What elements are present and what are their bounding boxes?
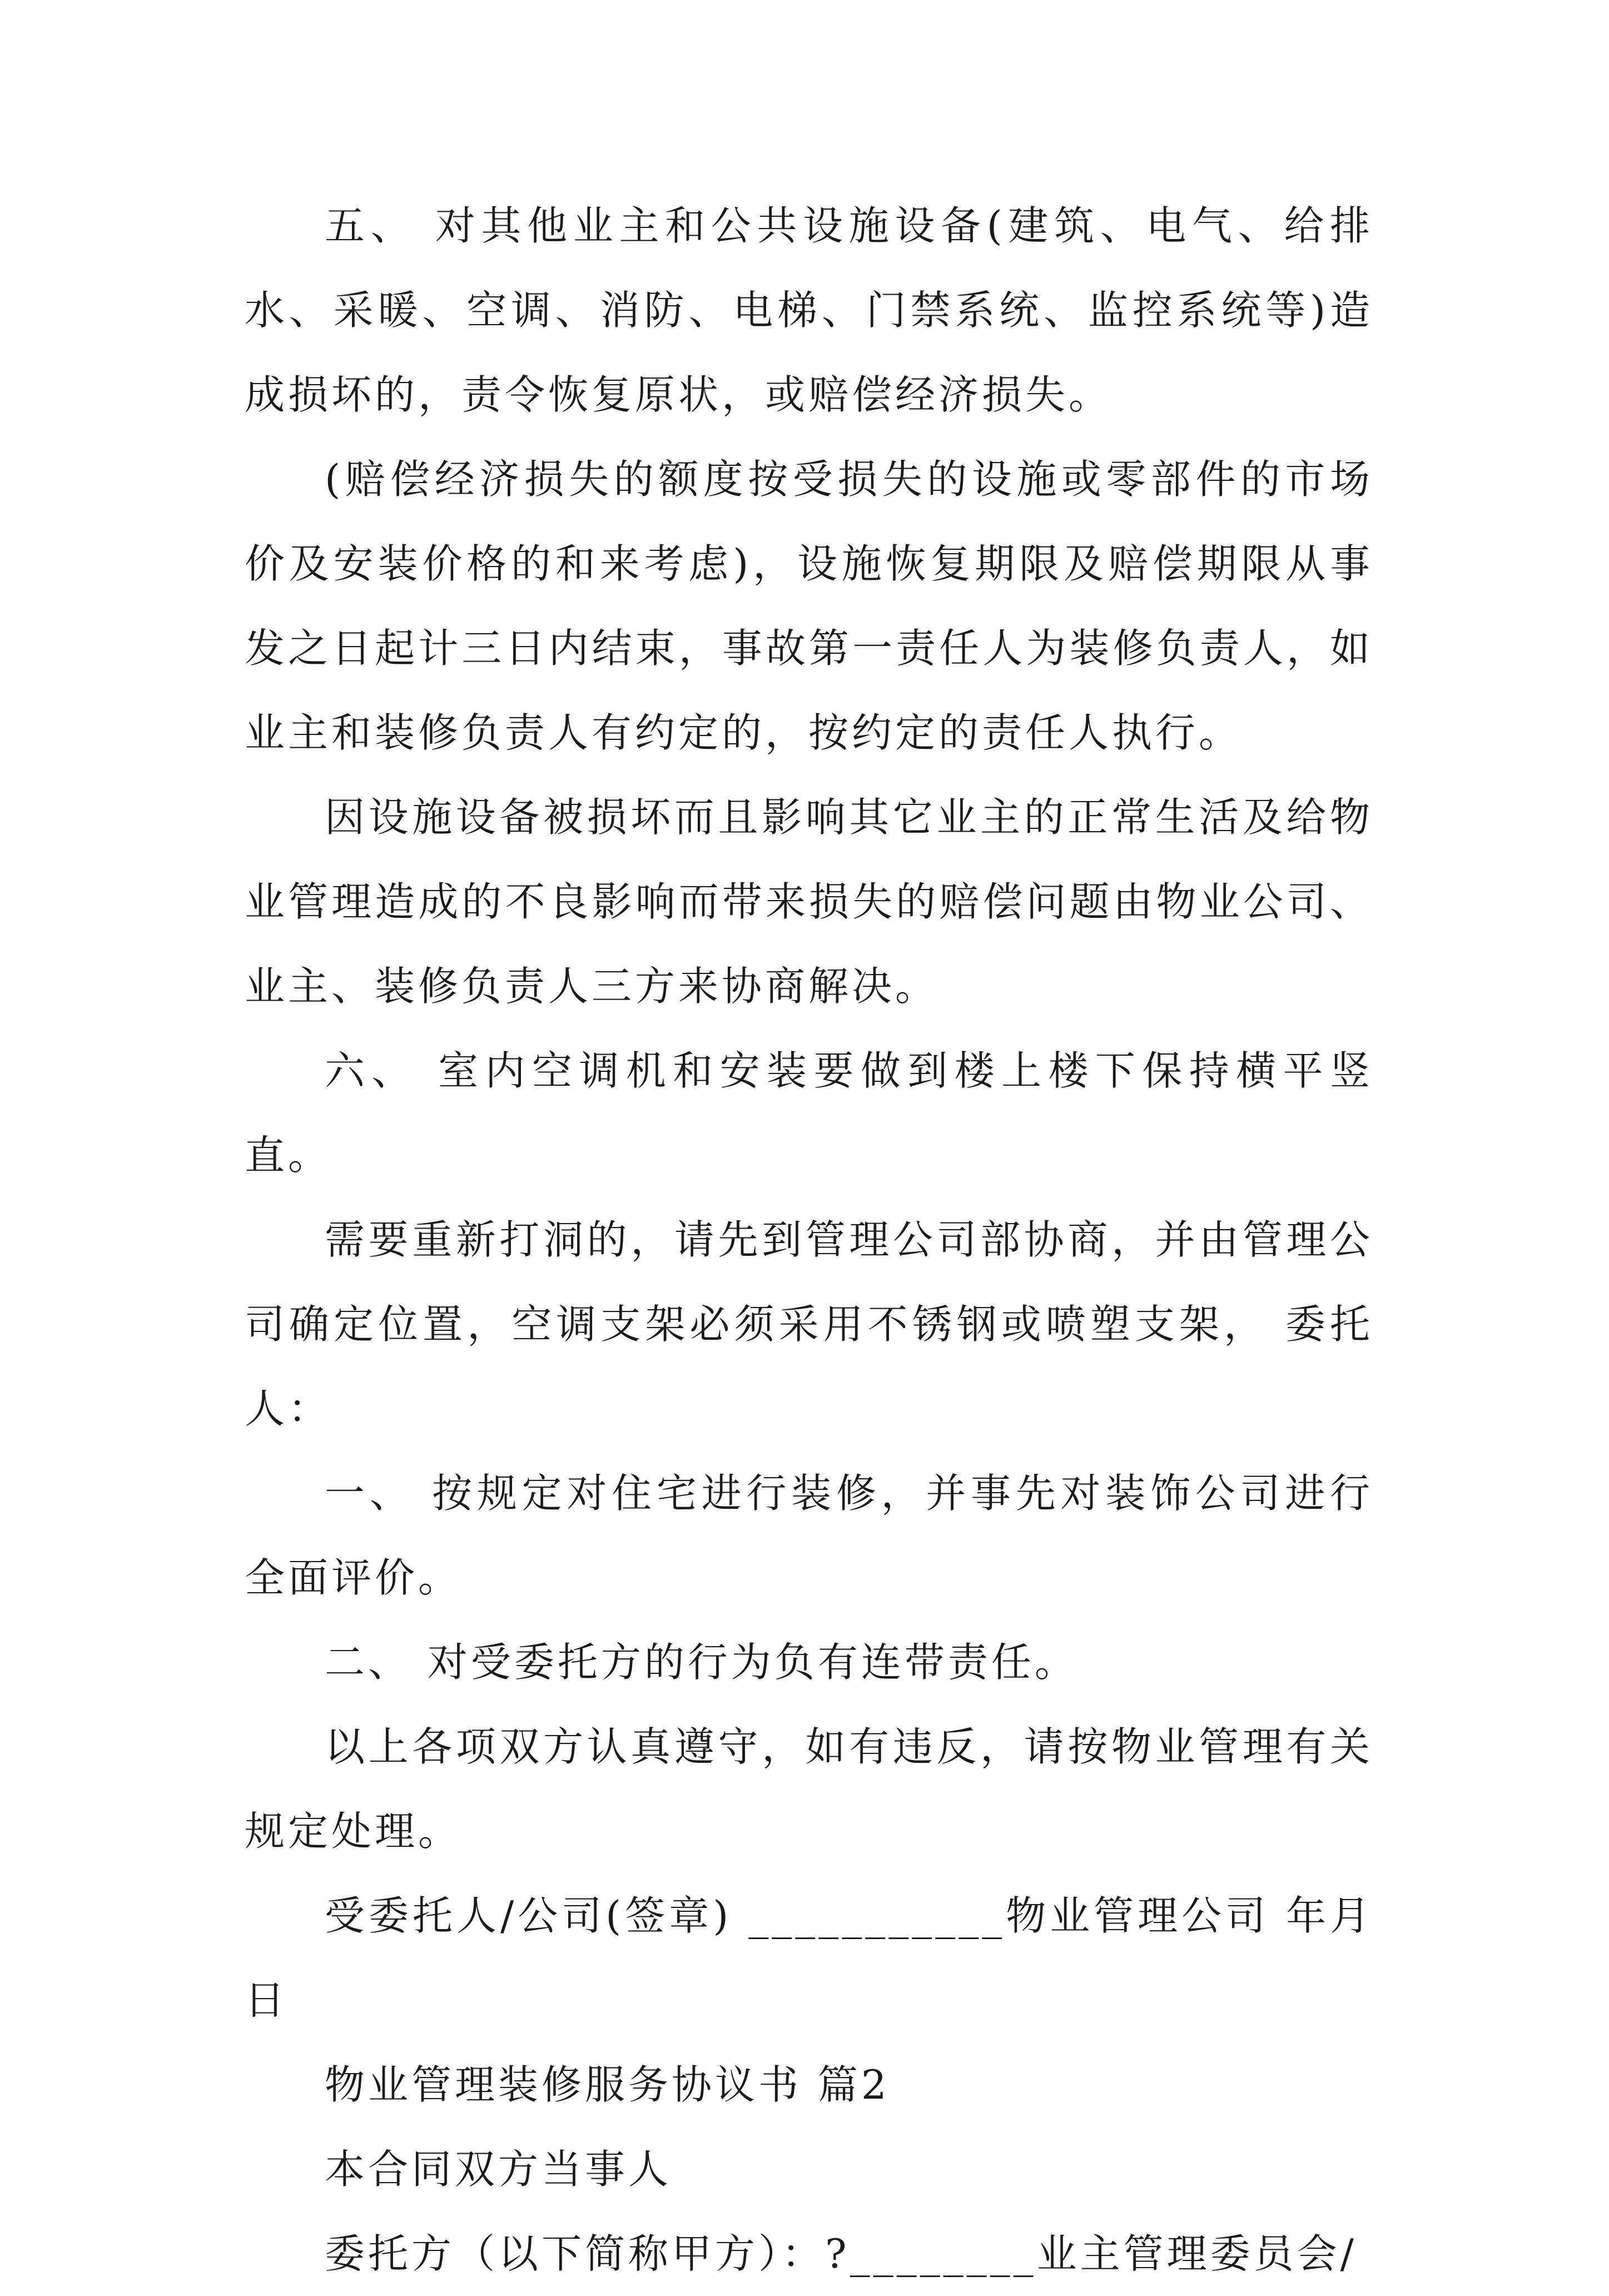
paragraph-party-a: 委托方（以下简称甲方）：?________业主管理委员会/: [325, 2230, 1357, 2277]
paragraph-clause-6: 六、 室内空调机和安装要做到楼上楼下保持横平竖直。: [245, 1047, 1373, 1179]
paragraph-clause-5: 五、 对其他业主和公共设施设备(建筑、电气、给排水、采暖、空调、消防、电梯、门禁系统、监控系统等)造成损坏的，责令恢复原状，或赔偿经济损失。: [245, 202, 1373, 418]
paragraph-signature-line: 受委托人/公司(签章) ___________物业管理公司 年月 日: [245, 1892, 1373, 2024]
paragraph-compliance: 以上各项双方认真遵守，如有违反，请按物业管理有关规定处理。: [245, 1723, 1373, 1855]
paragraph-compensation-negotiation: 因设施设备被损坏而且影响其它业主的正常生活及给物业管理造成的不良影响而带来损失的赔偿问题由物业公司、业主、装修负责人三方来协商解决。: [245, 794, 1373, 1010]
paragraph-drilling-requirement: 需要重新打洞的，请先到管理公司部协商，并由管理公司确定位置，空调支架必须采用不锈钢或喷塑支架， 委托人：: [245, 1216, 1373, 1432]
section-heading: 物业管理装修服务协议书 篇2: [325, 2061, 890, 2108]
paragraph-compensation-amount: (赔偿经济损失的额度按受损失的设施或零部件的市场价及安装价格的和来考虑)，设施恢复期限及赔偿期限从事发之日起计三日内结束，事故第一责任人为装修负责人，如业主和装修负责人有约定的，按约定的责任人执行。: [245, 456, 1373, 756]
paragraph-principal-clause-1: 一、 按规定对住宅进行装修，并事先对装饰公司进行全面评价。: [245, 1470, 1373, 1601]
document-body: [245, 183, 1373, 2296]
paragraph-parties-intro: 本合同双方当事人: [325, 2146, 672, 2193]
paragraph-principal-clause-2: 二、 对受委托方的行为负有连带责任。: [325, 1639, 1078, 1686]
